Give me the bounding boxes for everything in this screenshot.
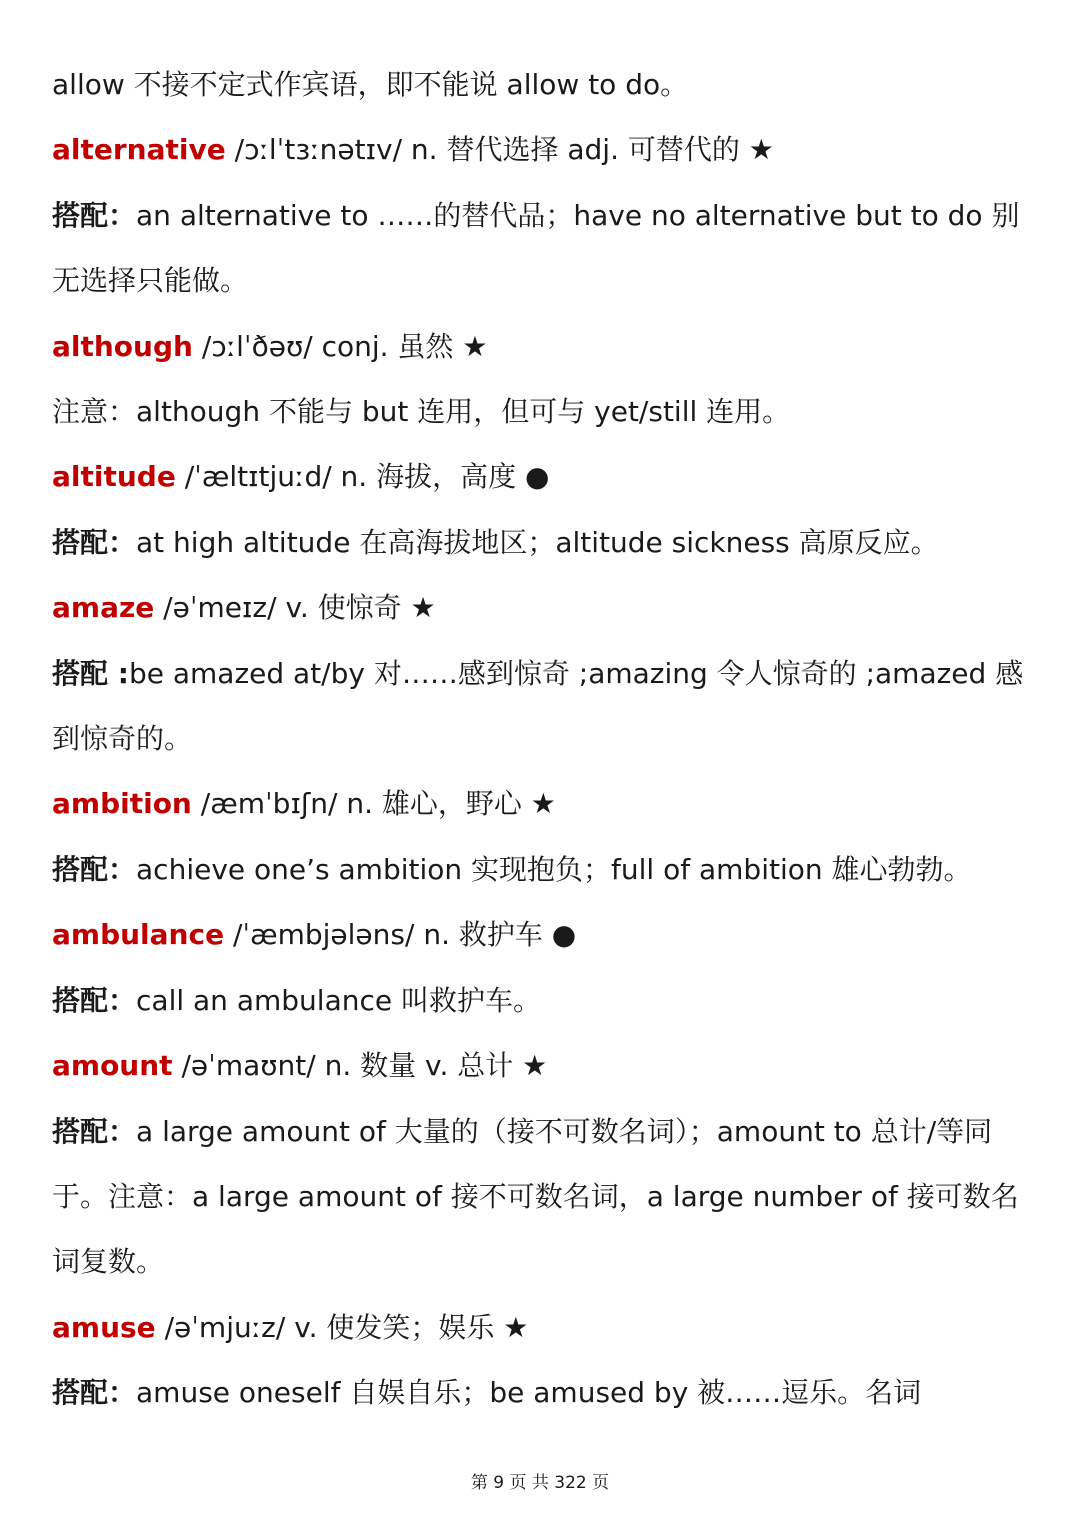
note-text: be amazed at/by 对……感到惊奇 ;amazing 令人惊奇的 ;amazed 感到惊奇的。 [52, 656, 1024, 756]
entry-note-line [52, 1099, 1037, 1295]
note-text: 注意：although 不能与 but 连用，但可与 yet/still 连用。 [52, 395, 791, 429]
intro-text: allow 不接不定式作宾语，即不能说 allow to do。 [52, 68, 689, 101]
entry-headword-line [52, 1295, 1037, 1360]
headword-details: /əˈmeɪz/ v. 使惊奇 ★ [154, 591, 436, 625]
headword: alternative [52, 133, 226, 167]
headword-details: /æmˈbɪʃn/ n. 雄心，野心 ★ [191, 787, 556, 821]
note-label: 搭配： [52, 852, 137, 886]
entry-headword-line [52, 902, 1037, 967]
headword-details: /ˈæmbjələns/ n. 救护车 ● [224, 918, 577, 952]
page-footer [0, 1468, 1080, 1493]
headword-details: /əˈmaʊnt/ n. 数量 v. 总计 ★ [172, 1049, 548, 1083]
entry-note-line [52, 1360, 1037, 1425]
entry-headword-line [52, 1033, 1037, 1098]
note-label: 搭配： [52, 983, 137, 1017]
note-text: an alternative to ……的替代品；have no alternative but to do 别无选择只能做。 [52, 198, 1020, 298]
headword: ambulance [52, 918, 225, 952]
headword: although [52, 329, 193, 363]
headword: ambition [52, 787, 192, 821]
entry-headword-line [52, 314, 1037, 379]
headword: amount [52, 1049, 173, 1083]
note-text: at high altitude 在高海拔地区；altitude sickness 高原反应。 [136, 525, 939, 559]
entry-headword-line [52, 444, 1037, 509]
note-label: 搭配： [52, 198, 137, 232]
entry-headword-line [52, 117, 1037, 182]
note-label: 搭配： [52, 525, 137, 559]
headword-details: /ɔːlˈtɜːnətɪv/ n. 替代选择 adj. 可替代的 ★ [225, 133, 774, 167]
headword-details: /ɔːlˈðəʊ/ conj. 虽然 ★ [192, 329, 488, 363]
note-text: a large amount of 大量的（接不可数名词）；amount to 总计/等同于。注意：a large amount of 接不可数名词，a large number of 接可数名词复数。 [52, 1114, 1019, 1279]
entry-note-line [52, 837, 1037, 902]
headword: amaze [52, 591, 155, 625]
page-number: 第 9 页 共 322 页 [470, 1473, 610, 1493]
note-label: 搭配 : [52, 656, 129, 690]
note-text: call an ambulance 叫救护车。 [136, 983, 541, 1017]
document-page [52, 52, 1037, 1426]
entry-headword-line [52, 575, 1037, 640]
headword: altitude [52, 460, 176, 494]
intro-line [52, 52, 1037, 117]
entry-note-line [52, 379, 1037, 444]
headword: amuse [52, 1310, 156, 1344]
entry-headword-line [52, 771, 1037, 836]
note-text: achieve one’s ambition 实现抱负；full of ambition 雄心勃勃。 [136, 852, 972, 886]
entry-note-line [52, 183, 1037, 314]
entry-note-line [52, 641, 1037, 772]
entry-note-line [52, 510, 1037, 575]
headword-details: /ˈæltɪtjuːd/ n. 海拔，高度 ● [175, 460, 550, 494]
headword-details: /əˈmjuːz/ v. 使发笑；娱乐 ★ [155, 1310, 529, 1344]
note-label: 搭配： [52, 1376, 137, 1410]
note-label: 搭配： [52, 1114, 137, 1148]
note-text: amuse oneself 自娱自乐；be amused by 被……逗乐。名词 [136, 1376, 922, 1410]
entry-note-line [52, 968, 1037, 1033]
